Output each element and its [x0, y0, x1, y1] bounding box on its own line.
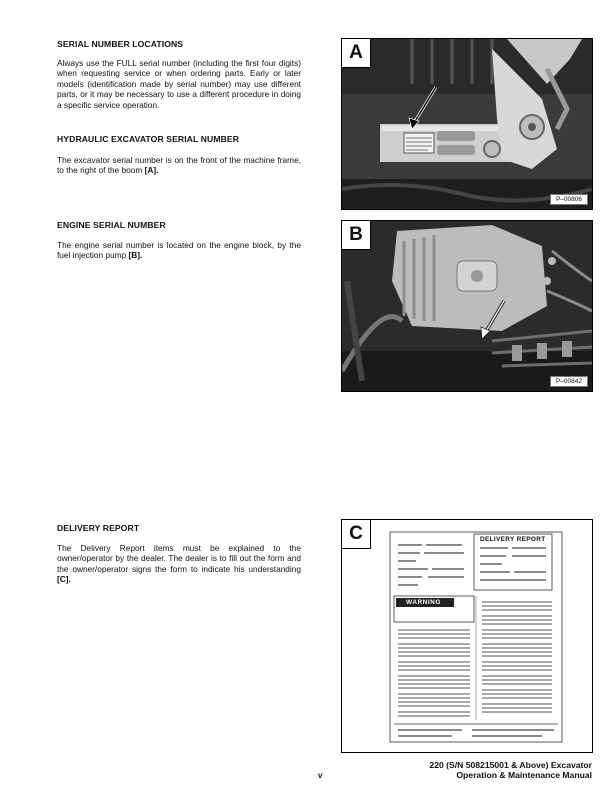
delivery-report-body: The Delivery Report items must be explained to the owner/operator by the dealer. The dealer is to fill out the form and the owner/operator signs the form to indicate his understanding — [57, 543, 301, 574]
excavator-serial-ref: [A]. — [144, 165, 159, 176]
figure-a — [341, 38, 593, 210]
figure-a-photo — [342, 39, 592, 209]
excavator-serial-text — [57, 155, 301, 176]
manual-title-line1: 220 (S/N 508215001 & Above) Excavator — [429, 760, 592, 770]
delivery-report-ref: [C]. — [57, 574, 71, 585]
figure-c — [341, 519, 593, 753]
figure-b — [341, 220, 593, 392]
excavator-serial-title: HYDRAULIC EXCAVATOR SERIAL NUMBER — [57, 134, 240, 144]
excavator-serial-body: The excavator serial number is on the front of the machine frame, to the right of the boom — [57, 155, 301, 176]
figure-a-letter: A — [342, 39, 371, 68]
figure-c-form-title: DELIVERY REPORT — [480, 536, 546, 543]
engine-serial-ref: [B]. — [128, 250, 143, 261]
figure-c-letter: C — [342, 520, 371, 549]
delivery-report-text — [57, 543, 301, 585]
serial-locations-text: Always use the FULL serial number (including the first four digits) when requesting service or when ordering parts. Early or later models (identification made by serial number) may use different parts, or it may be necessary to use a different procedure in doing a specific service operation. — [57, 58, 301, 110]
figure-b-letter: B — [342, 221, 371, 250]
figure-c-warning-label: WARNING — [406, 598, 441, 606]
manual-title-line2: Operation & Maintenance Manual — [456, 770, 592, 780]
figure-b-code: P–00842 — [550, 376, 588, 387]
figure-b-photo — [342, 221, 592, 391]
figure-c-illustration — [342, 520, 592, 752]
figure-a-code: P–00806 — [550, 194, 588, 205]
delivery-report-title: DELIVERY REPORT — [57, 523, 140, 533]
page-number: v — [318, 771, 323, 780]
engine-serial-text — [57, 240, 301, 261]
manual-title — [429, 760, 592, 780]
serial-locations-title: SERIAL NUMBER LOCATIONS — [57, 39, 184, 49]
engine-serial-body: The engine serial number is located on the engine block, by the fuel injection pump — [57, 240, 301, 261]
engine-serial-title: ENGINE SERIAL NUMBER — [57, 220, 166, 230]
